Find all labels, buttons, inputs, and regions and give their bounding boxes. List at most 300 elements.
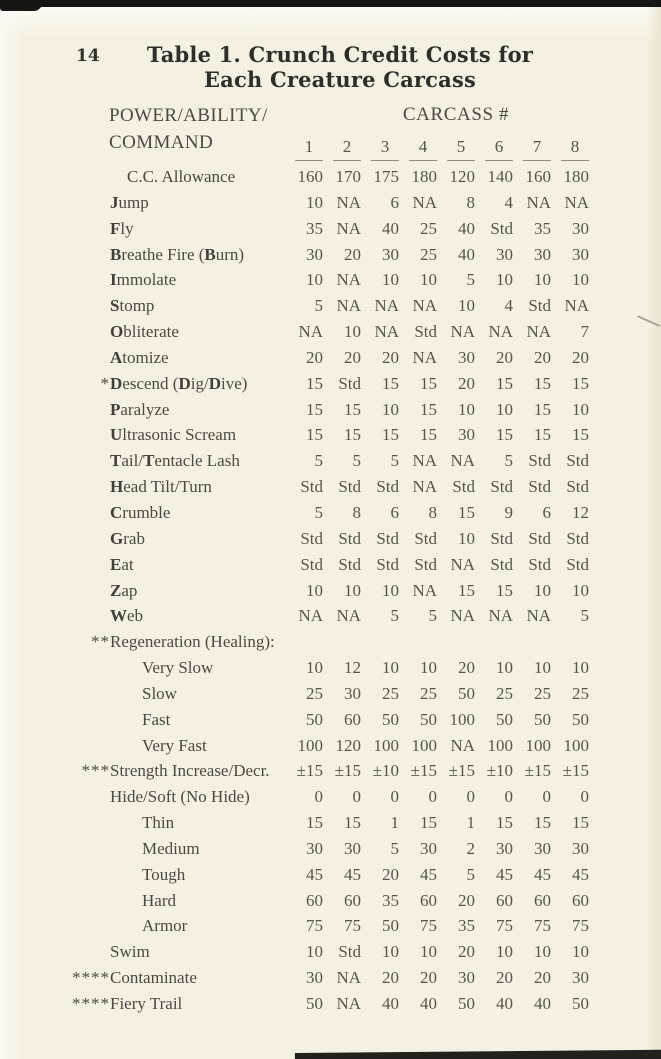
cell-value: 8 (428, 502, 437, 522)
cell-value: 25 (534, 683, 551, 703)
row-footnote-marks (66, 397, 110, 423)
cell-value: NA (336, 968, 361, 988)
table-row (66, 267, 589, 293)
column-number: 5 (447, 137, 475, 161)
cell-value: 30 (496, 244, 513, 264)
cell-value: 15 (306, 399, 323, 419)
cell-value: 5 (390, 606, 399, 626)
row-footnote-marks: * (100, 373, 110, 393)
cell-value: NA (412, 580, 437, 600)
cell-value: 10 (496, 399, 513, 419)
table-row (66, 862, 589, 888)
cell-value: 15 (496, 373, 513, 393)
row-label: Atomize (110, 347, 169, 367)
cell-value (513, 629, 551, 655)
row-label: C.C. Allowance (127, 167, 236, 186)
cell-value: 100 (297, 735, 323, 755)
cell-value: 175 (373, 167, 399, 186)
cell-value: Std (414, 528, 437, 548)
cell-value: 20 (382, 968, 399, 988)
cell-value: 10 (382, 270, 399, 290)
cell-value: 20 (458, 373, 475, 393)
row-header-line1: POWER/ABILITY/ (109, 105, 268, 126)
row-label: Ultrasonic Scream (110, 425, 237, 445)
cell-value: 0 (352, 787, 361, 807)
row-footnote-marks (66, 267, 110, 293)
cell-value: 15 (382, 373, 399, 393)
cell-value: Std (338, 554, 361, 574)
row-footnote-marks (66, 603, 110, 629)
cell-value: 5 (352, 451, 361, 471)
cell-value: Std (338, 477, 361, 497)
column-number: 3 (371, 137, 399, 161)
cell-value: 0 (314, 787, 323, 807)
cell-value: Std (338, 942, 361, 962)
cell-value: 9 (504, 502, 513, 522)
row-label: Stomp (110, 296, 155, 316)
row-footnote-marks (66, 552, 110, 578)
cell-value: 30 (420, 838, 437, 858)
column-header (551, 130, 589, 164)
cell-value (361, 629, 399, 655)
cell-value: 40 (458, 244, 475, 264)
table-row (66, 345, 589, 371)
cell-value: 5 (314, 451, 323, 471)
cell-value: 100 (449, 709, 475, 729)
cell-value: 10 (458, 528, 475, 548)
cell-value: 1 (390, 813, 399, 833)
cell-value: 10 (572, 658, 589, 678)
cell-value: Std (338, 373, 361, 393)
cell-value: 15 (496, 813, 513, 833)
column-number: 7 (523, 137, 551, 161)
cell-value: NA (374, 322, 399, 342)
cell-value: ±10 (372, 761, 399, 781)
table-title-line1: Table 1. Crunch Credit Costs for (146, 42, 534, 67)
cell-value: 45 (496, 864, 513, 884)
cell-value: 40 (420, 994, 437, 1013)
cell-value: 10 (496, 942, 513, 962)
cell-value: 20 (458, 890, 475, 910)
row-footnote-marks (66, 345, 110, 371)
cell-value: 60 (306, 890, 323, 910)
cell-value (551, 629, 589, 655)
row-label: Fiery Trail (110, 994, 183, 1013)
row-label: Regeneration (Healing): (110, 632, 275, 652)
cell-value: 10 (306, 270, 323, 290)
scan-edge-top (0, 0, 661, 7)
cell-value: 10 (572, 942, 589, 962)
cell-value: 15 (420, 399, 437, 419)
cell-value: 15 (382, 425, 399, 445)
cell-value: Std (338, 528, 361, 548)
scan-edge-bottom (295, 1050, 661, 1059)
cell-value: Std (376, 477, 399, 497)
row-label: Head Tilt/Turn (110, 477, 212, 497)
cell-value: 5 (390, 451, 399, 471)
cell-value: 20 (496, 968, 513, 988)
row-label: Descend (Dig/Dive) (110, 373, 248, 393)
cell-value: 5 (428, 606, 437, 626)
cell-value: 10 (534, 658, 551, 678)
cell-value: 75 (420, 916, 437, 936)
row-footnote-marks (66, 578, 110, 604)
cost-table (66, 130, 589, 1017)
row-footnote-marks (66, 733, 110, 759)
cell-value: 0 (466, 787, 475, 807)
cell-value: 15 (420, 373, 437, 393)
paper-right-shade (647, 0, 661, 1059)
cell-value: ±15 (334, 761, 361, 781)
row-label: Fast (142, 709, 171, 729)
cell-value: 120 (335, 735, 361, 755)
row-footnote-marks (66, 422, 110, 448)
row-footnote-marks: **** (72, 968, 110, 988)
cell-value: 15 (458, 580, 475, 600)
cell-value: 15 (496, 580, 513, 600)
cell-value: 15 (344, 813, 361, 833)
cell-value: 100 (487, 735, 513, 755)
cell-value: 30 (572, 838, 589, 858)
table-row (66, 733, 589, 759)
row-footnote-marks (66, 526, 110, 552)
cell-value: 5 (314, 296, 323, 316)
cell-value: Std (490, 477, 513, 497)
cell-value (286, 629, 323, 655)
cell-value: 75 (344, 916, 361, 936)
cell-value: 30 (458, 968, 475, 988)
cell-value: 30 (458, 425, 475, 445)
table-row (66, 888, 589, 914)
cell-value: Std (376, 554, 399, 574)
cell-value: NA (412, 347, 437, 367)
table-row (66, 474, 589, 500)
cell-value: 12 (572, 502, 589, 522)
row-footnote-marks: **** (72, 994, 110, 1013)
cell-value: NA (564, 192, 589, 212)
cell-value: 10 (496, 270, 513, 290)
row-label: Very Slow (142, 658, 214, 678)
cell-value: 25 (572, 683, 589, 703)
cell-value: 20 (496, 347, 513, 367)
cell-value: 25 (496, 683, 513, 703)
table-row (66, 216, 589, 242)
row-label: Immolate (110, 270, 177, 290)
row-label: Hard (142, 890, 176, 910)
cell-value: Std (300, 554, 323, 574)
column-header (475, 130, 513, 164)
cell-value: 50 (458, 683, 475, 703)
cost-table-body (66, 130, 589, 1017)
cell-value: NA (450, 735, 475, 755)
cell-value: 15 (534, 399, 551, 419)
row-label: Thin (142, 813, 175, 833)
cell-value: NA (526, 322, 551, 342)
table-row (66, 784, 589, 810)
cell-value: NA (450, 322, 475, 342)
row-label: Zap (110, 580, 138, 600)
cell-value: 50 (572, 994, 589, 1013)
cell-value: 15 (344, 425, 361, 445)
cell-value: 15 (534, 373, 551, 393)
cell-value: 10 (496, 658, 513, 678)
table-row (66, 578, 589, 604)
cell-value: 30 (572, 968, 589, 988)
cell-value: NA (564, 296, 589, 316)
cell-value (399, 629, 437, 655)
cell-value: NA (412, 296, 437, 316)
cell-value: 5 (580, 606, 589, 626)
cell-value: 10 (306, 658, 323, 678)
cell-value: 0 (390, 787, 399, 807)
row-footnote-marks (66, 164, 110, 190)
row-label: Crumble (110, 502, 171, 522)
cell-value: 30 (458, 347, 475, 367)
cell-value: 30 (306, 968, 323, 988)
cell-value: NA (412, 192, 437, 212)
column-header (286, 130, 323, 164)
table-row (66, 422, 589, 448)
cell-value: NA (526, 192, 551, 212)
cell-value: 15 (534, 425, 551, 445)
cell-value: Std (414, 554, 437, 574)
cell-value: ±15 (562, 761, 589, 781)
table-row (66, 629, 589, 655)
cell-value: 15 (344, 399, 361, 419)
row-footnote-marks (66, 707, 110, 733)
cell-value: 45 (534, 864, 551, 884)
column-number: 4 (409, 137, 437, 161)
table-row (66, 448, 589, 474)
cell-value: 0 (580, 787, 589, 807)
cell-value: NA (450, 451, 475, 471)
row-footnote-marks (66, 448, 110, 474)
cell-value: 180 (563, 167, 589, 186)
cell-value: 15 (572, 813, 589, 833)
cell-value: 30 (306, 244, 323, 264)
cell-value: 5 (314, 502, 323, 522)
cell-value: 15 (306, 373, 323, 393)
cell-value (323, 629, 361, 655)
cell-value: 10 (420, 658, 437, 678)
cell-value: 40 (458, 218, 475, 238)
row-footnote-marks (66, 293, 110, 319)
cell-value: 50 (306, 709, 323, 729)
cell-value (475, 629, 513, 655)
column-header (399, 130, 437, 164)
cell-value: NA (412, 477, 437, 497)
column-group-header: CARCASS # (402, 104, 510, 125)
row-footnote-marks (66, 242, 110, 268)
cell-value: 25 (420, 218, 437, 238)
cell-value: 45 (344, 864, 361, 884)
row-label: Fly (110, 218, 134, 238)
row-footnote-marks (66, 216, 110, 242)
cell-value: 15 (420, 813, 437, 833)
cell-value: 0 (428, 787, 437, 807)
row-footnote-marks (66, 500, 110, 526)
column-header (513, 130, 551, 164)
cell-value: 8 (352, 502, 361, 522)
cell-value: 15 (306, 813, 323, 833)
cell-value: 75 (306, 916, 323, 936)
cell-value: 10 (458, 296, 475, 316)
cell-value: 30 (572, 218, 589, 238)
cell-value: 15 (420, 425, 437, 445)
cell-value: Std (490, 528, 513, 548)
cell-value: ±15 (448, 761, 475, 781)
row-label: Armor (142, 916, 188, 936)
cell-value: 15 (572, 373, 589, 393)
cell-value: 15 (306, 425, 323, 445)
cell-value: 20 (420, 968, 437, 988)
cell-value: 20 (534, 968, 551, 988)
table-row (66, 603, 589, 629)
table-title-line2: Each Creature Carcass (203, 67, 477, 92)
row-footnote-marks: ** (91, 632, 110, 652)
row-label: Strength Increase/Decr. (110, 761, 270, 781)
cell-value: 10 (382, 399, 399, 419)
table-row (66, 319, 589, 345)
cell-value: 40 (382, 994, 399, 1013)
table-title (100, 42, 580, 92)
cell-value: 10 (306, 942, 323, 962)
cell-value: 50 (382, 709, 399, 729)
row-label: Very Fast (142, 735, 207, 755)
table-row (66, 526, 589, 552)
cell-value: NA (450, 554, 475, 574)
cell-value: 140 (487, 167, 513, 186)
cell-value: NA (488, 606, 513, 626)
cell-value: NA (412, 451, 437, 471)
cell-value: NA (336, 994, 361, 1013)
cell-value: 15 (458, 502, 475, 522)
table-row (66, 913, 589, 939)
cell-value: 40 (496, 994, 513, 1013)
cell-value: NA (450, 606, 475, 626)
cell-value: 40 (534, 994, 551, 1013)
cell-value: 6 (542, 502, 551, 522)
row-label: Tough (142, 864, 186, 884)
cell-value: 100 (373, 735, 399, 755)
cell-value: 0 (542, 787, 551, 807)
cell-value: 100 (525, 735, 551, 755)
table-row (66, 991, 589, 1017)
row-header-line2: COMMAND (109, 132, 214, 153)
row-label: Medium (142, 838, 200, 858)
cell-value: 75 (496, 916, 513, 936)
cell-value: 25 (382, 683, 399, 703)
cell-value: 45 (420, 864, 437, 884)
cell-value: NA (526, 606, 551, 626)
cell-value: ±15 (410, 761, 437, 781)
cell-value: Std (528, 477, 551, 497)
cell-value: 15 (534, 813, 551, 833)
row-label: Breathe Fire (Burn) (110, 244, 245, 264)
row-footnote-marks (66, 810, 110, 836)
column-header (361, 130, 399, 164)
cell-value: NA (336, 218, 361, 238)
table-row (66, 500, 589, 526)
cell-value: 0 (504, 787, 513, 807)
row-footnote-marks (66, 836, 110, 862)
column-header (437, 130, 475, 164)
row-label: Eat (110, 554, 134, 574)
row-footnote-marks (66, 939, 110, 965)
page-number: 14 (76, 46, 100, 66)
cell-value: ±10 (486, 761, 513, 781)
cell-value: 4 (504, 192, 513, 212)
cell-value: 50 (306, 994, 323, 1013)
column-number: 2 (333, 137, 361, 161)
cell-value: 75 (534, 916, 551, 936)
cell-value: NA (374, 296, 399, 316)
table-row (66, 655, 589, 681)
cell-value: 15 (496, 425, 513, 445)
cell-value: 180 (411, 167, 437, 186)
table-row (66, 758, 589, 784)
row-label: Web (110, 606, 144, 626)
cell-value: 160 (525, 167, 551, 186)
cell-value: 2 (466, 838, 475, 858)
cell-value: 45 (572, 864, 589, 884)
cell-value: 1 (466, 813, 475, 833)
cell-value: 35 (534, 218, 551, 238)
row-footnote-marks (66, 681, 110, 707)
cell-value: 6 (390, 192, 399, 212)
cell-value: 30 (572, 244, 589, 264)
table-row (66, 707, 589, 733)
cell-value: 10 (572, 270, 589, 290)
cell-value: 10 (534, 942, 551, 962)
cell-value: Std (376, 528, 399, 548)
column-header (323, 130, 361, 164)
cell-value: 25 (306, 683, 323, 703)
cell-value: Std (452, 477, 475, 497)
row-footnote-marks (66, 474, 110, 500)
cell-value: Std (566, 528, 589, 548)
cell-value: 10 (382, 942, 399, 962)
cell-value: 30 (344, 838, 361, 858)
cell-value: Std (566, 451, 589, 471)
cell-value: 30 (534, 838, 551, 858)
cell-value: 8 (466, 192, 475, 212)
paper-left-shade (0, 0, 22, 1059)
column-number: 1 (295, 137, 323, 161)
cell-value: 60 (572, 890, 589, 910)
cell-value: NA (336, 296, 361, 316)
cell-value: Std (528, 554, 551, 574)
cell-value: NA (488, 322, 513, 342)
cell-value: 20 (344, 244, 361, 264)
cell-value: Std (566, 554, 589, 574)
cell-value: ±15 (524, 761, 551, 781)
cell-value: NA (336, 270, 361, 290)
row-label: Swim (110, 942, 150, 962)
cell-value: Std (490, 218, 513, 238)
row-footnote-marks: *** (81, 761, 110, 781)
table-row (66, 939, 589, 965)
cell-value (437, 629, 475, 655)
cell-value: 10 (306, 580, 323, 600)
cell-value: 20 (458, 942, 475, 962)
cell-value: 60 (496, 890, 513, 910)
row-footnote-marks (66, 190, 110, 216)
cell-value: Std (300, 477, 323, 497)
cell-value: 35 (306, 218, 323, 238)
table-row (66, 836, 589, 862)
table-row (66, 810, 589, 836)
